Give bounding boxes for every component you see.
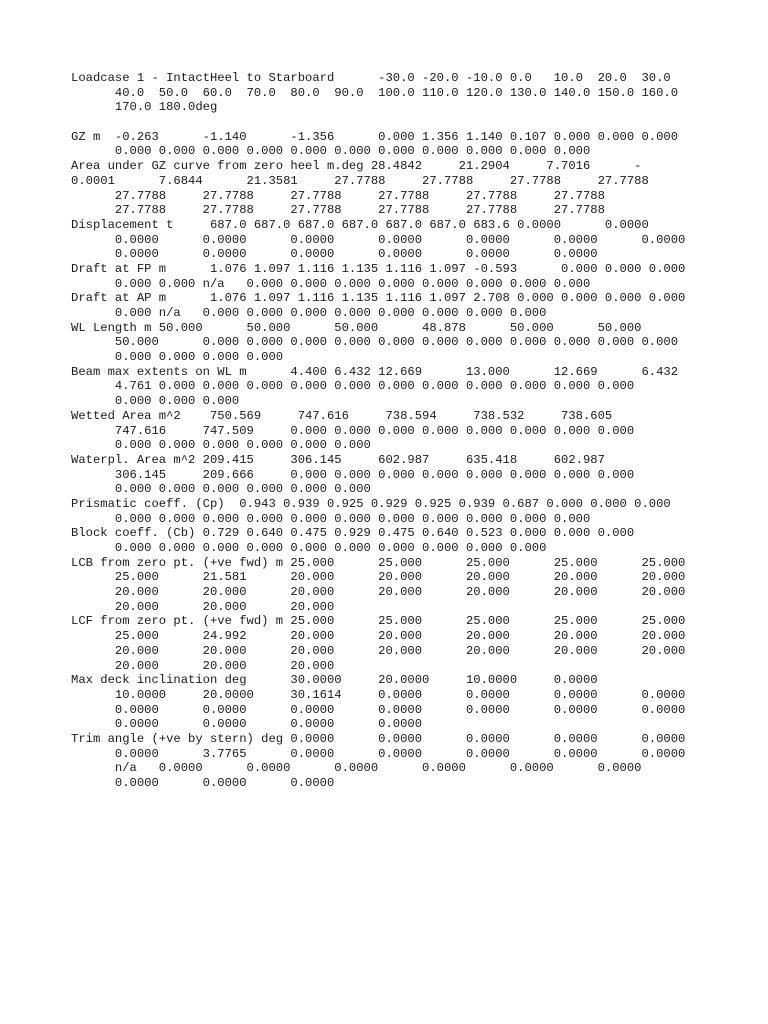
report-page xyxy=(71,71,711,791)
report-text-line: 0.000 0.000 0.000 0.000 0.000 0.000 0.000 0.000 0.000 0.000 0.000 xyxy=(71,511,591,526)
report-text-line: 747.616 747.509 0.000 0.000 0.000 0.000 0.000 0.000 0.000 0.000 xyxy=(71,423,635,438)
report-text-line: 0.000 n/a 0.000 0.000 0.000 0.000 0.000 0.000 0.000 0.000 xyxy=(71,306,547,320)
report-text-line: Draft at FP m 1.076 1.097 1.116 1.135 1.116 1.097 -0.593 0.000 0.000 0.000 xyxy=(71,261,686,276)
report-text-line: Beam max extents on WL m 4.400 6.432 12.669 13.000 12.669 6.432 xyxy=(71,364,679,379)
report-text-line: 20.000 20.000 20.000 20.000 20.000 20.000 20.000 xyxy=(71,585,686,600)
report-text-line: 0.000 0.000 0.000 0.000 0.000 0.000 xyxy=(71,438,371,453)
report-text-line: 27.7788 27.7788 27.7788 27.7788 27.7788 27.7788 xyxy=(71,188,605,203)
report-text-line: Loadcase 1 - IntactHeel to Starboard -30.0 -20.0 -10.0 0.0 10.0 20.0 30.0 xyxy=(71,71,671,85)
report-text-line: 0.0000 3.7765 0.0000 0.0000 0.0000 0.0000 0.0000 xyxy=(71,746,686,761)
report-text-line: 0.0000 0.0000 0.0000 xyxy=(71,776,335,790)
report-text-line: 10.0000 20.0000 30.1614 0.0000 0.0000 0.0000 0.0000 xyxy=(71,687,686,702)
report-text-line: Max deck inclination deg 30.0000 20.0000 10.0000 0.0000 xyxy=(71,673,598,688)
report-text-line: 170.0 180.0deg xyxy=(71,100,218,115)
report-text-line: Trim angle (+ve by stern) deg 0.0000 0.0000 0.0000 0.0000 0.0000 xyxy=(71,731,686,746)
report-text-line: 25.000 21.581 20.000 20.000 20.000 20.000 20.000 xyxy=(71,570,686,585)
report-text-line: n/a 0.0000 0.0000 0.0000 0.0000 0.0000 0.0000 xyxy=(71,761,642,776)
report-text-line: 0.000 0.000 0.000 xyxy=(71,394,240,409)
report-text-line: Draft at AP m 1.076 1.097 1.116 1.135 1.116 1.097 2.708 0.000 0.000 0.000 0.000 xyxy=(71,291,686,306)
report-text-line: Waterpl. Area m^2 209.415 306.145 602.987 635.418 602.987 xyxy=(71,452,605,467)
report-text-line: Prismatic coeff. (Cp) 0.943 0.939 0.925 0.929 0.925 0.939 0.687 0.000 0.000 0.000 xyxy=(71,496,671,511)
report-text-line: 0.0000 0.0000 0.0000 0.0000 0.0000 0.0000 xyxy=(71,247,598,262)
report-text-line: WL Length m 50.000 50.000 50.000 48.878 50.000 50.000 xyxy=(71,320,642,335)
report-text-line: 50.000 0.000 0.000 0.000 0.000 0.000 0.000 0.000 0.000 0.000 0.000 0.000 xyxy=(71,335,679,350)
report-text-line: 0.0000 0.0000 0.0000 0.0000 0.0000 0.0000 0.0000 xyxy=(71,232,686,247)
report-text-line: 0.0001 7.6844 21.3581 27.7788 27.7788 27.7788 27.7788 xyxy=(71,173,649,188)
report-text-line: GZ m -0.263 -1.140 -1.356 0.000 1.356 1.140 0.107 0.000 0.000 0.000 xyxy=(71,129,679,144)
report-text-line: 40.0 50.0 60.0 70.0 80.0 90.0 100.0 110.0 120.0 130.0 140.0 150.0 160.0 xyxy=(71,85,679,100)
report-text-line: 0.000 0.000 0.000 0.000 0.000 0.000 0.000 0.000 0.000 0.000 xyxy=(71,541,547,555)
report-text-line: 0.000 0.000 0.000 0.000 xyxy=(71,350,284,365)
report-text-line: LCF from zero pt. (+ve fwd) m 25.000 25.000 25.000 25.000 25.000 xyxy=(71,614,686,629)
report-text-line: 0.000 0.000 0.000 0.000 0.000 0.000 0.000 0.000 0.000 0.000 0.000 xyxy=(71,144,591,159)
report-text-line: 20.000 20.000 20.000 20.000 20.000 20.000 20.000 xyxy=(71,643,686,658)
report-text-line: 4.761 0.000 0.000 0.000 0.000 0.000 0.000 0.000 0.000 0.000 0.000 0.000 xyxy=(71,379,635,394)
report-text-line: Displacement t 687.0 687.0 687.0 687.0 687.0 687.0 683.6 0.0000 0.0000 xyxy=(71,217,649,232)
report-text-line: Area under GZ curve from zero heel m.deg 28.4842 21.2904 7.7016 - xyxy=(71,159,642,174)
report-text-line: 0.000 0.000 0.000 0.000 0.000 0.000 xyxy=(71,482,371,497)
report-text-line: 27.7788 27.7788 27.7788 27.7788 27.7788 27.7788 xyxy=(71,203,605,218)
report-text-line: LCB from zero pt. (+ve fwd) m 25.000 25.000 25.000 25.000 25.000 xyxy=(71,555,686,570)
report-text-line: Block coeff. (Cb) 0.729 0.640 0.475 0.929 0.475 0.640 0.523 0.000 0.000 0.000 xyxy=(71,526,635,541)
report-text-line: 20.000 20.000 20.000 xyxy=(71,658,335,673)
report-text-line: 25.000 24.992 20.000 20.000 20.000 20.000 20.000 xyxy=(71,629,686,644)
report-text-line: 20.000 20.000 20.000 xyxy=(71,599,335,614)
report-text-line: 0.0000 0.0000 0.0000 0.0000 0.0000 0.0000 0.0000 xyxy=(71,702,686,717)
report-text-line: 0.0000 0.0000 0.0000 0.0000 xyxy=(71,717,423,732)
report-text-line: 306.145 209.666 0.000 0.000 0.000 0.000 0.000 0.000 0.000 0.000 xyxy=(71,467,635,482)
report-text-line: 0.000 0.000 n/a 0.000 0.000 0.000 0.000 0.000 0.000 0.000 0.000 xyxy=(71,276,591,291)
report-text-line: Wetted Area m^2 750.569 747.616 738.594 738.532 738.605 xyxy=(71,408,613,423)
report-text-line xyxy=(71,115,711,130)
